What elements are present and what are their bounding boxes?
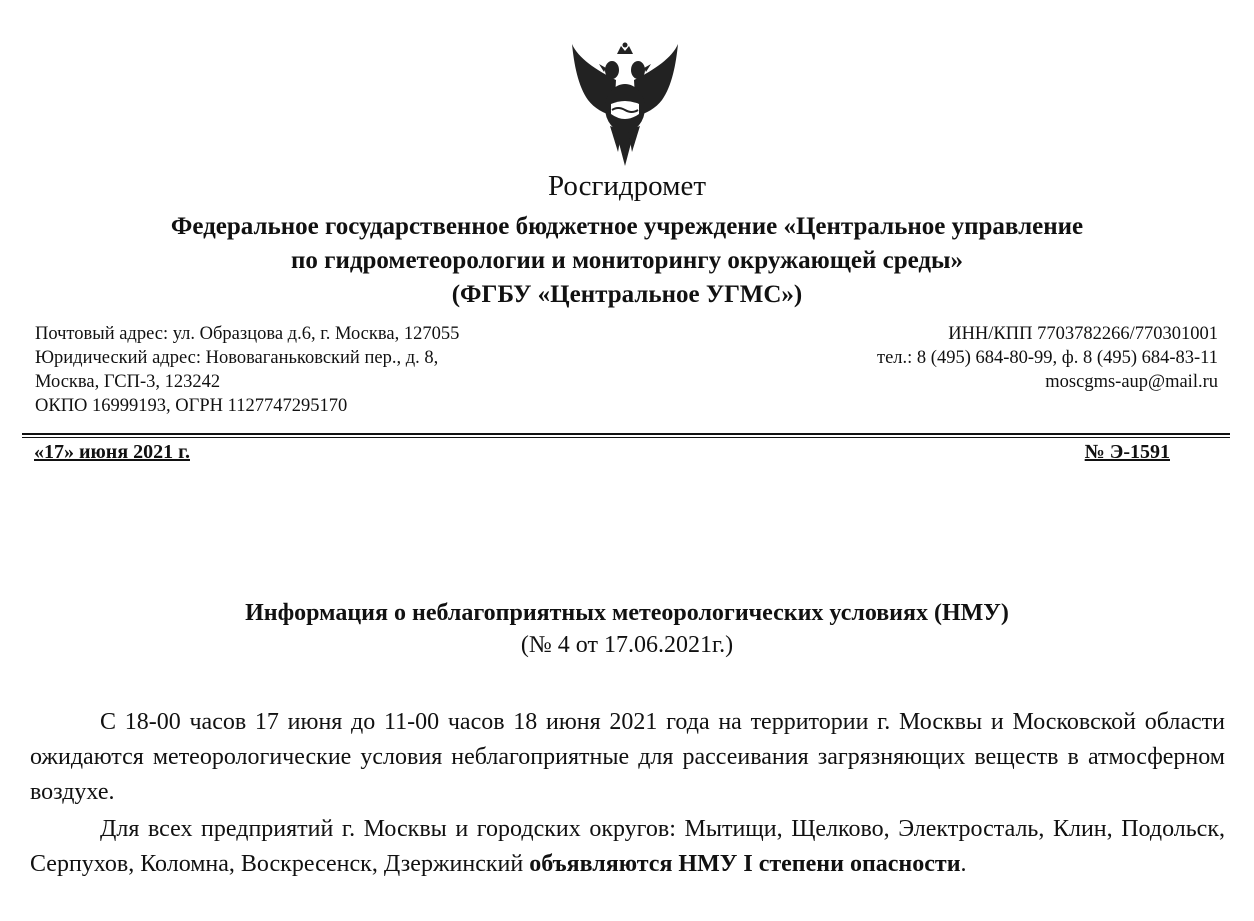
document-date: «17» июня 2021 г. bbox=[34, 441, 190, 463]
org-name-line-1: Федеральное государственное бюджетное учреждение «Центральное управление bbox=[170, 213, 1084, 240]
okpo-ogrn: ОКПО 16999193, ОГРН 1127747295170 bbox=[35, 396, 348, 416]
email-link[interactable]: moscgms-aup@mail.ru bbox=[1045, 372, 1218, 392]
document-number: № Э-1591 bbox=[1084, 441, 1170, 463]
document-subtitle: (№ 4 от 17.06.2021г.) bbox=[520, 632, 734, 658]
org-name-line-2: по гидрометеорологии и мониторингу окружающей среды» bbox=[290, 247, 964, 274]
agency-name: Росгидромет bbox=[547, 170, 706, 202]
paragraph-2-end: . bbox=[960, 851, 967, 877]
document-title: Информация о неблагоприятных метеорологических условиях (НМУ) bbox=[245, 600, 1009, 626]
legal-address-city: Москва, ГСП-3, 123242 bbox=[35, 372, 221, 392]
paragraph-1: С 18-00 часов 17 июня до 11-00 часов 18 июня 2021 года на территории г. Москвы и Московской области ожидаются метеорологические условия неблагоприятные для рассеивания загрязняющих веществ в атмосферном воздухе. bbox=[30, 709, 1225, 805]
header-divider-thin bbox=[22, 437, 1230, 438]
header-divider bbox=[22, 433, 1230, 435]
phone-fax: тел.: 8 (495) 684-80-99, ф. 8 (495) 684-83-11 bbox=[876, 348, 1218, 368]
paragraph-2-bold: объявляются НМУ I степени опасности bbox=[529, 851, 961, 877]
inn-kpp: ИНН/КПП 7703782266/770301001 bbox=[948, 324, 1218, 344]
address-block bbox=[35, 322, 459, 418]
postal-address: Почтовый адрес: ул. Образцова д.6, г. Москва, 127055 bbox=[35, 324, 460, 344]
paragraph-2 bbox=[30, 812, 1225, 882]
org-short-name: (ФГБУ «Центральное УГМС») bbox=[451, 281, 803, 308]
requisites-block bbox=[877, 322, 1218, 394]
eagle-emblem-icon bbox=[566, 40, 684, 168]
legal-address: Юридический адрес: Нововаганьковский пер., д. 8, bbox=[35, 348, 439, 368]
paragraph-2-text: Для всех предприятий г. Москвы и городских округов: Мытищи, Щелково, Электросталь, Клин, Подольск, Серпухов, Коломна, Воскресенск, Дзержинский bbox=[30, 816, 1225, 877]
